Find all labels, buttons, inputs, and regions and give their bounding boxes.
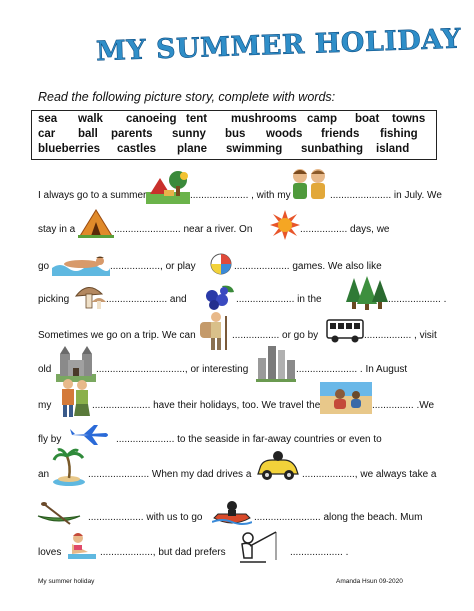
word-bank-word: sunbathing	[301, 143, 363, 155]
word-bank-word: plane	[177, 143, 208, 155]
answer-blank[interactable]: ..................... have their holidays, too. We travel the	[92, 400, 321, 411]
answer-blank[interactable]: .................., or play	[110, 261, 196, 272]
word-bank-word: woods	[266, 128, 303, 140]
word-bank-word: blueberries	[38, 143, 100, 155]
word-bank-word: car	[38, 128, 56, 140]
story-text: Sometimes we go on a trip. We can	[38, 330, 196, 341]
answer-blank[interactable]: ................. or go by	[232, 330, 319, 341]
story-text: stay in a	[38, 224, 76, 235]
summer-camp-icon	[146, 170, 190, 204]
word-bank-word: friends	[321, 128, 360, 140]
word-bank-word: fishing	[380, 128, 418, 140]
bus-icon	[326, 318, 364, 344]
answer-blank[interactable]: ...................... . In August	[296, 364, 408, 375]
answer-blank[interactable]: ...................... When my dad drives a	[88, 469, 252, 480]
footer-right: Amanda Hsun 09-2020	[336, 578, 403, 585]
friends-icon	[288, 166, 330, 204]
answer-blank[interactable]: ..................... to the seaside in far-away countries or even to	[116, 434, 382, 445]
word-bank-word: mushrooms	[231, 113, 297, 125]
boat-icon	[212, 498, 252, 528]
woods-icon	[346, 276, 388, 310]
word-bank-word: castles	[117, 143, 157, 155]
answer-blank[interactable]: ........................ along the beach. Mum	[254, 512, 423, 523]
answer-blank[interactable]: ................. days, we	[300, 224, 390, 235]
parents-icon	[58, 378, 92, 418]
word-bank-word: bus	[225, 128, 246, 140]
towns-icon	[256, 344, 296, 382]
answer-blank[interactable]: ..................... in the	[236, 294, 322, 305]
car-icon	[256, 450, 300, 482]
mushrooms-icon	[74, 282, 106, 310]
word-bank-word: swimming	[226, 143, 283, 155]
sea-beach-icon	[320, 382, 372, 414]
plane-icon	[70, 424, 110, 446]
word-bank-box	[31, 110, 437, 160]
footer-left: My summer holiday	[38, 578, 95, 585]
tent-icon	[78, 208, 114, 238]
story-text: fly by	[38, 434, 62, 445]
answer-blank[interactable]: ................... .	[290, 547, 349, 558]
word-bank-word: parents	[111, 128, 153, 140]
swimmer-icon	[52, 252, 110, 276]
instruction-text: Read the following picture story, complete with words:	[38, 90, 336, 104]
story-text: my	[38, 400, 52, 411]
ball-icon	[210, 253, 232, 275]
answer-blank[interactable]: ................... .	[388, 294, 447, 305]
answer-blank[interactable]: ..................., but dad prefers	[100, 547, 226, 558]
answer-blank[interactable]: ................. , visit	[364, 330, 437, 341]
story-text: loves	[38, 547, 62, 558]
hiker-icon	[196, 310, 232, 352]
answer-blank[interactable]: ........................ near a river. On	[114, 224, 253, 235]
castle-icon	[56, 346, 96, 382]
blueberries-icon	[202, 282, 236, 310]
answer-blank[interactable]: ..................., we always take a	[302, 469, 437, 480]
word-bank-word: boat	[355, 113, 380, 125]
story-text: go	[38, 261, 50, 272]
fishing-icon	[236, 530, 280, 564]
sun-icon	[270, 210, 300, 240]
story-text: picking	[38, 294, 70, 305]
word-bank-word: canoeing	[126, 113, 177, 125]
answer-blank[interactable]: ................................, or interesting	[96, 364, 249, 375]
word-bank-word: tent	[186, 113, 208, 125]
canoe-icon	[36, 500, 82, 528]
story-text: I always go to a summer	[38, 190, 147, 201]
word-bank-word: walk	[78, 113, 103, 125]
answer-blank[interactable]: ...................... and	[106, 294, 187, 305]
word-bank-word: camp	[307, 113, 338, 125]
answer-blank[interactable]: .................... games. We also like	[234, 261, 382, 272]
answer-blank[interactable]: ...................... in July. We	[330, 190, 442, 201]
word-bank-word: towns	[392, 113, 426, 125]
island-icon	[52, 448, 86, 486]
word-bank-word: ball	[78, 128, 98, 140]
story-text: an	[38, 469, 50, 480]
answer-blank[interactable]: ............... .We	[372, 400, 435, 411]
answer-blank[interactable]: .................... with us to go	[88, 512, 203, 523]
story-text: old	[38, 364, 52, 375]
sunbathing-icon	[66, 530, 98, 562]
word-bank-word: sunny	[172, 128, 206, 140]
worksheet-title: MY SUMMER HOLIDAY	[95, 23, 462, 68]
word-bank-word: island	[376, 143, 410, 155]
answer-blank[interactable]: ..................... , with my	[190, 190, 291, 201]
word-bank-word: sea	[38, 113, 58, 125]
